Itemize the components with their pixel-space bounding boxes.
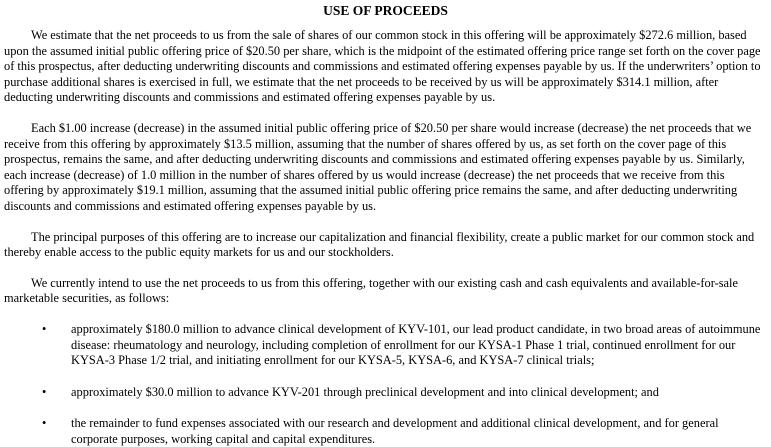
list-item-text: approximately $30.0 million to advance KYV-201 through preclinical development and into clinical development; and <box>71 384 659 399</box>
list-item <box>4 416 767 447</box>
list-item <box>4 385 767 401</box>
bullet-icon: • <box>42 321 47 336</box>
bullet-icon: • <box>42 384 47 399</box>
paragraph-net-proceeds: We estimate that the net proceeds to us from the sale of shares of our common stock in this offering will be approximately $272.6 million, based upon the assumed initial public offering price of $20.50 per share, which is the midpoint of the estimated offering price range set forth on the cover page of this prospectus, after deducting underwriting discounts and commissions and estimated offering expenses payable by us. If the underwriters’ option to purchase additional shares is exercised in full, we estimate that the net proceeds to be received by us will be approximately $314.1 million, after deducting underwriting discounts and commissions and estimated offering expenses payable by us. <box>4 28 761 105</box>
paragraph-intended-use: We currently intend to use the net proceeds to us from this offering, together with our existing cash and cash equivalents and available-for-sale marketable securities, as follows: <box>4 275 738 306</box>
list-item <box>4 322 767 369</box>
paragraph-price-sensitivity: Each $1.00 increase (decrease) in the assumed initial public offering price of $20.50 per share would increase (decrease) the net proceeds that we receive from this offering by approximately $13.5 million, assuming that the number of shares offered by us, as set forth on the cover page of this prospectus, remains the same, and after deducting underwriting discounts and commissions and estimated offering expenses payable by us. Similarly, each increase (decrease) of 1.0 million in the number of shares offered by us would increase (decrease) the net proceeds that we receive from this offering by approximately $19.1 million, assuming that the assumed initial public offering price remains the same, and after deducting underwriting discounts and commissions and estimated offering expenses payable by us. <box>4 120 752 213</box>
use-of-proceeds-list <box>4 322 767 447</box>
bullet-icon: • <box>42 416 47 431</box>
list-item-text: the remainder to fund expenses associated with our research and development and additional clinical development, and for general corporate purposes, working capital and capital expenditures. <box>71 416 719 446</box>
section-heading: USE OF PROCEEDS <box>323 3 448 18</box>
paragraph-principal-purposes: The principal purposes of this offering are to increase our capitalization and financial flexibility, create a public market for our common stock and thereby enable access to the public equity markets for us and our stockholders. <box>4 229 755 260</box>
list-item-text: approximately $180.0 million to advance clinical development of KYV-101, our lead product candidate, in two broad areas of autoimmune disease: rheumatology and neurology, including completion of enrollment for our KYSA-1 Phase 1 trial, continued enrollment for our KYSA-3 Phase 1/2 trial, and initiating enrollment for our KYSA-5, KYSA-6, and KYSA-7 clinical trials; <box>71 321 761 368</box>
